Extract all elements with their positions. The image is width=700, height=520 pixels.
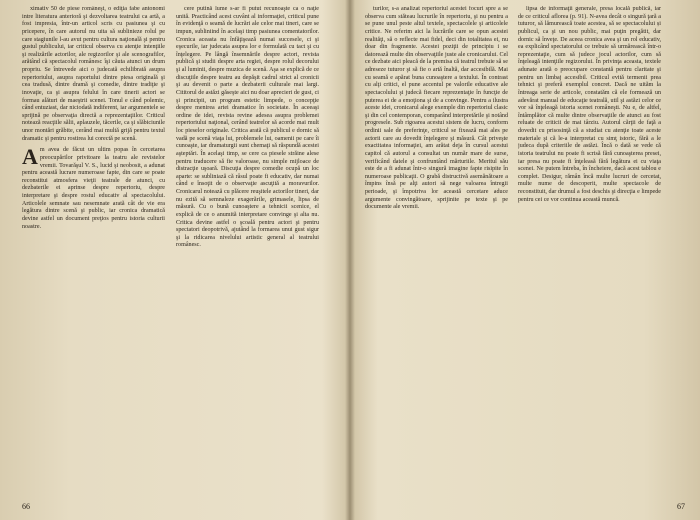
right-page [355,0,700,520]
left-col2-text: cere putină lume s-ar fi putut recunoaşte ca o naţie unită. Practicând acest cuvânt al informaţiei, criticul pune în evidenţă o seamă de lucrări ale celor mai tineri, care se impun, subliniind în acelaşi timp pasiunea comentatorilor. Cronica aceasta nu înfăţişează numai succesele, ci şi eşecurile, iar judecata asupra lor e formulată cu tact şi cu înţelegere. Pe lângă însemnările despre actori, revista publică şi studii despre arta regiei, despre rolul decorului şi al luminii, despre muzica de scenă. Aşa se explică de ce discuţiile despre teatru au depăşit cadrul strict al cronicii şi au devenit o parte a dezbaterii culturale mai largi. Cititorul de astăzi găseşte aici nu doar aprecieri de gust, ci şi principii, un program estetic limpede, o concepţie despre menirea artei dramatice în societate. În aceeaşi ordine de idei, revista revine adesea asupra problemei repertoriului naţional, cerând teatrelor să acorde mai mult loc pieselor originale. Critica arată că publicul e dornic să vadă pe scenă viaţa lui, problemele lui, oamenii pe care îi cunoaşte, iar dramaturgii sunt chemaţi să răspundă acestei aşteptări. În acelaşi timp, se cere ca piesele străine alese pentru traducere să fie valoroase, nu simple mijloace de distracţie uşoară. Discuţia despre comedie ocupă un loc aparte: se subliniază că râsul poate fi educativ, dar numai când e însoţit de o observaţie ascuţită a moravurilor. Cronicarul notează cu plăcere reuşitele actorilor tineri, dar nu ezită să semnaleze exagerările, grimasele, lipsa de măsură. Cu o bună cunoaştere a tehnicii scenice, el explică de ce o anumită interpretare convinge şi alta nu. Critica devine astfel o şcoală pentru actori şi pentru spectatori deopotrivă, ajutând la formarea unui gust sigur şi la ridicarea nivelului artistic general al teatrului românesc. [176,6,319,249]
right-page-column-1 [365,6,508,494]
book-gutter [345,0,355,520]
left-page [0,0,345,520]
right-page-number: 67 [677,502,685,511]
right-col2-text: lipsa de informaţii generale, presa locală publică, iar de ce criticul aflorea (p. 91). N-avea decât o singură ţară a tuturor, să lămurească toate acestea, să se spectacolului și publicul, ca şi un nou public, mai puţin pregătit, dar dornic să înveţe. De aceea cronica avea şi un rol educativ, ea explicând spectatorului ce trebuie să urmărească într-o reprezentaţie, cum să judece jocul actorilor, cum să înţeleagă intenţiile regizorului. În privinţa aceasta, textele adunate arată o preocupare constantă pentru claritate şi pentru un limbaj accesibil. Criticul evită termenii prea tehnici şi preferă exemplul concret. Dacă ne uităm la întreaga serie de articole, constatăm că ele formează un adevărat manual de educaţie teatrală, util şi astăzi celor ce vor să înţeleagă istoria scenei româneşti. Nu e, de altfel, întâmplător că multe dintre observaţiile de atunci au fost reluate de criticii de mai târziu. Autorul cărţii de faţă a dovedit cu prisosinţă că a studiat cu atenţie toate aceste materiale şi că le-a interpretat cu simţ istoric, fără a le judeca după criteriile de astăzi. Încă o dată se vede că istoria teatrului nu poate fi scrisă fără cunoaşterea presei, iar presa nu poate fi înţeleasă fără legătura ei cu viaţa scenei. Ne putem întreba, în încheiere, dacă acest tablou e complet. Desigur, rămân încă multe lucruri de cercetat, multe nume de descoperit, multe spectacole de reconstituit, dar drumul a fost deschis şi direcţia e limpede pentru cei ce vor continua această muncă. [518,6,661,203]
drop-cap: A [22,144,38,170]
right-page-column-2 [518,6,661,494]
left-page-number: 66 [22,502,30,511]
left-page-column-2 [176,6,319,494]
left-col1-text-top: ximativ 50 de piese româneşt, o ediţia fabe antonomi intre literatura anterioră şi dezvoltarea teatrului ca artă, a fost impresia, într-un articol scris cu pasiunea şi cu pricepere, în care autorul nu uita să sublinieze rolul pe care stagiunile l-au avut pentru cultura naţională şi pentru gustul publicului, iar criticul observa cu atenţie intenţiile şi realizările actorilor, ale regizorilor şi ale scenografilor, arătând că spectacolul românesc îşi căuta atunci un drum propriu. Se întrevede aici o judecată echilibrată asupra repertoriului, asupra raportului dintre piesa originală şi cea tradusă, dintre dramă şi comedie, dintre tradiţie şi inovaţie, ca şi asupra felului în care tinerii actori se formau alături de maeştrii scenei. Tonul e când polemic, când entuziast, dar niciodată indiferent, iar argumentele se sprijină pe observaţia directă a reprezentaţiilor. Criticul notează reacţiile sălii, aplauzele, tăcerile, ca şi slăbiciunile unor montări grăbite, cerând mai multă grijă pentru textul dramatic şi pentru rostirea lui corectă pe scenă. [22,6,165,142]
left-col1-text-bottom: m avea de făcut un ultim popas în cercetarea preocupărilor privitoare la teatru ale revistelor vremii. Tovarăşul V. S., lucid şi neobosit, a adunat pentru această lucrare numeroase fapte, din care se poate reconstitui atmosfera vieţii teatrale de atunci, cu dezbaterile ei aprinse despre repertoriu, despre interpretare şi despre rostul educativ al spectacolului. Articolele semnate sau nesemnate arată cât de vie era legătura dintre scenă şi public, iar cronica dramatică devine astfel un document preţios pentru istoria culturii noastre. [22,147,165,230]
right-col1-text: turilor, s-a analizat repertoriul acestei focuri spre a se observa cum stăteau lucrurile în repertoriu, şi nu pentru a se pune unul peste altul textele, spectacolele şi articolele critice. Ne referim aici la lucrările care se opun acestei realităţi, să o reflecte mai fidel, deci din totalitatea ei, nu doar din fragmente. Acestei poziţii de principiu i se datorează multe din observaţiile juste ale cronicarului. Cel ce dezbate aici pleacă de la premisa că teatrul trebuie să se adreseze tuturor şi să fie o artă înaltă, dar accesibilă. Mai cu seamă e apărat buna cunoaştere a textului. În contrast cu alţi critici, el pune accentul pe valorile educative ale spectacolului şi judecă fiecare reprezentaţie în funcţie de puterea ei de a emoţiona şi de a convinge. Pentru a ilustra aceste idei, cronicarul alege exemple din repertoriul clasic şi din cel contemporan, comparând interpretările şi notând progresele. Sub rigoarea acestui sistem de lucru, conform ordinii sale de preferinţe, criticul se fixează mai ales pe actorii care au dovedit înţelegere şi măsură. Cât priveşte exactitatea informaţiei, am arătat deja în cursul acestui capitol că autorul a consultat un număr mare de surse, verificând datele şi confruntând mărturiile. Meritul său este de a fi adunat într-o singură imagine fapte risipite în numeroase publicaţii. O grabă distructivă asemănătoare a împins însă pe alţi autori să nege valoarea întregii perioade, şi împotriva lor această cercetare aduce argumente convingătoare, sprijinite pe texte şi pe documente ale vremii. [365,6,508,211]
left-page-column-1 [22,6,165,494]
